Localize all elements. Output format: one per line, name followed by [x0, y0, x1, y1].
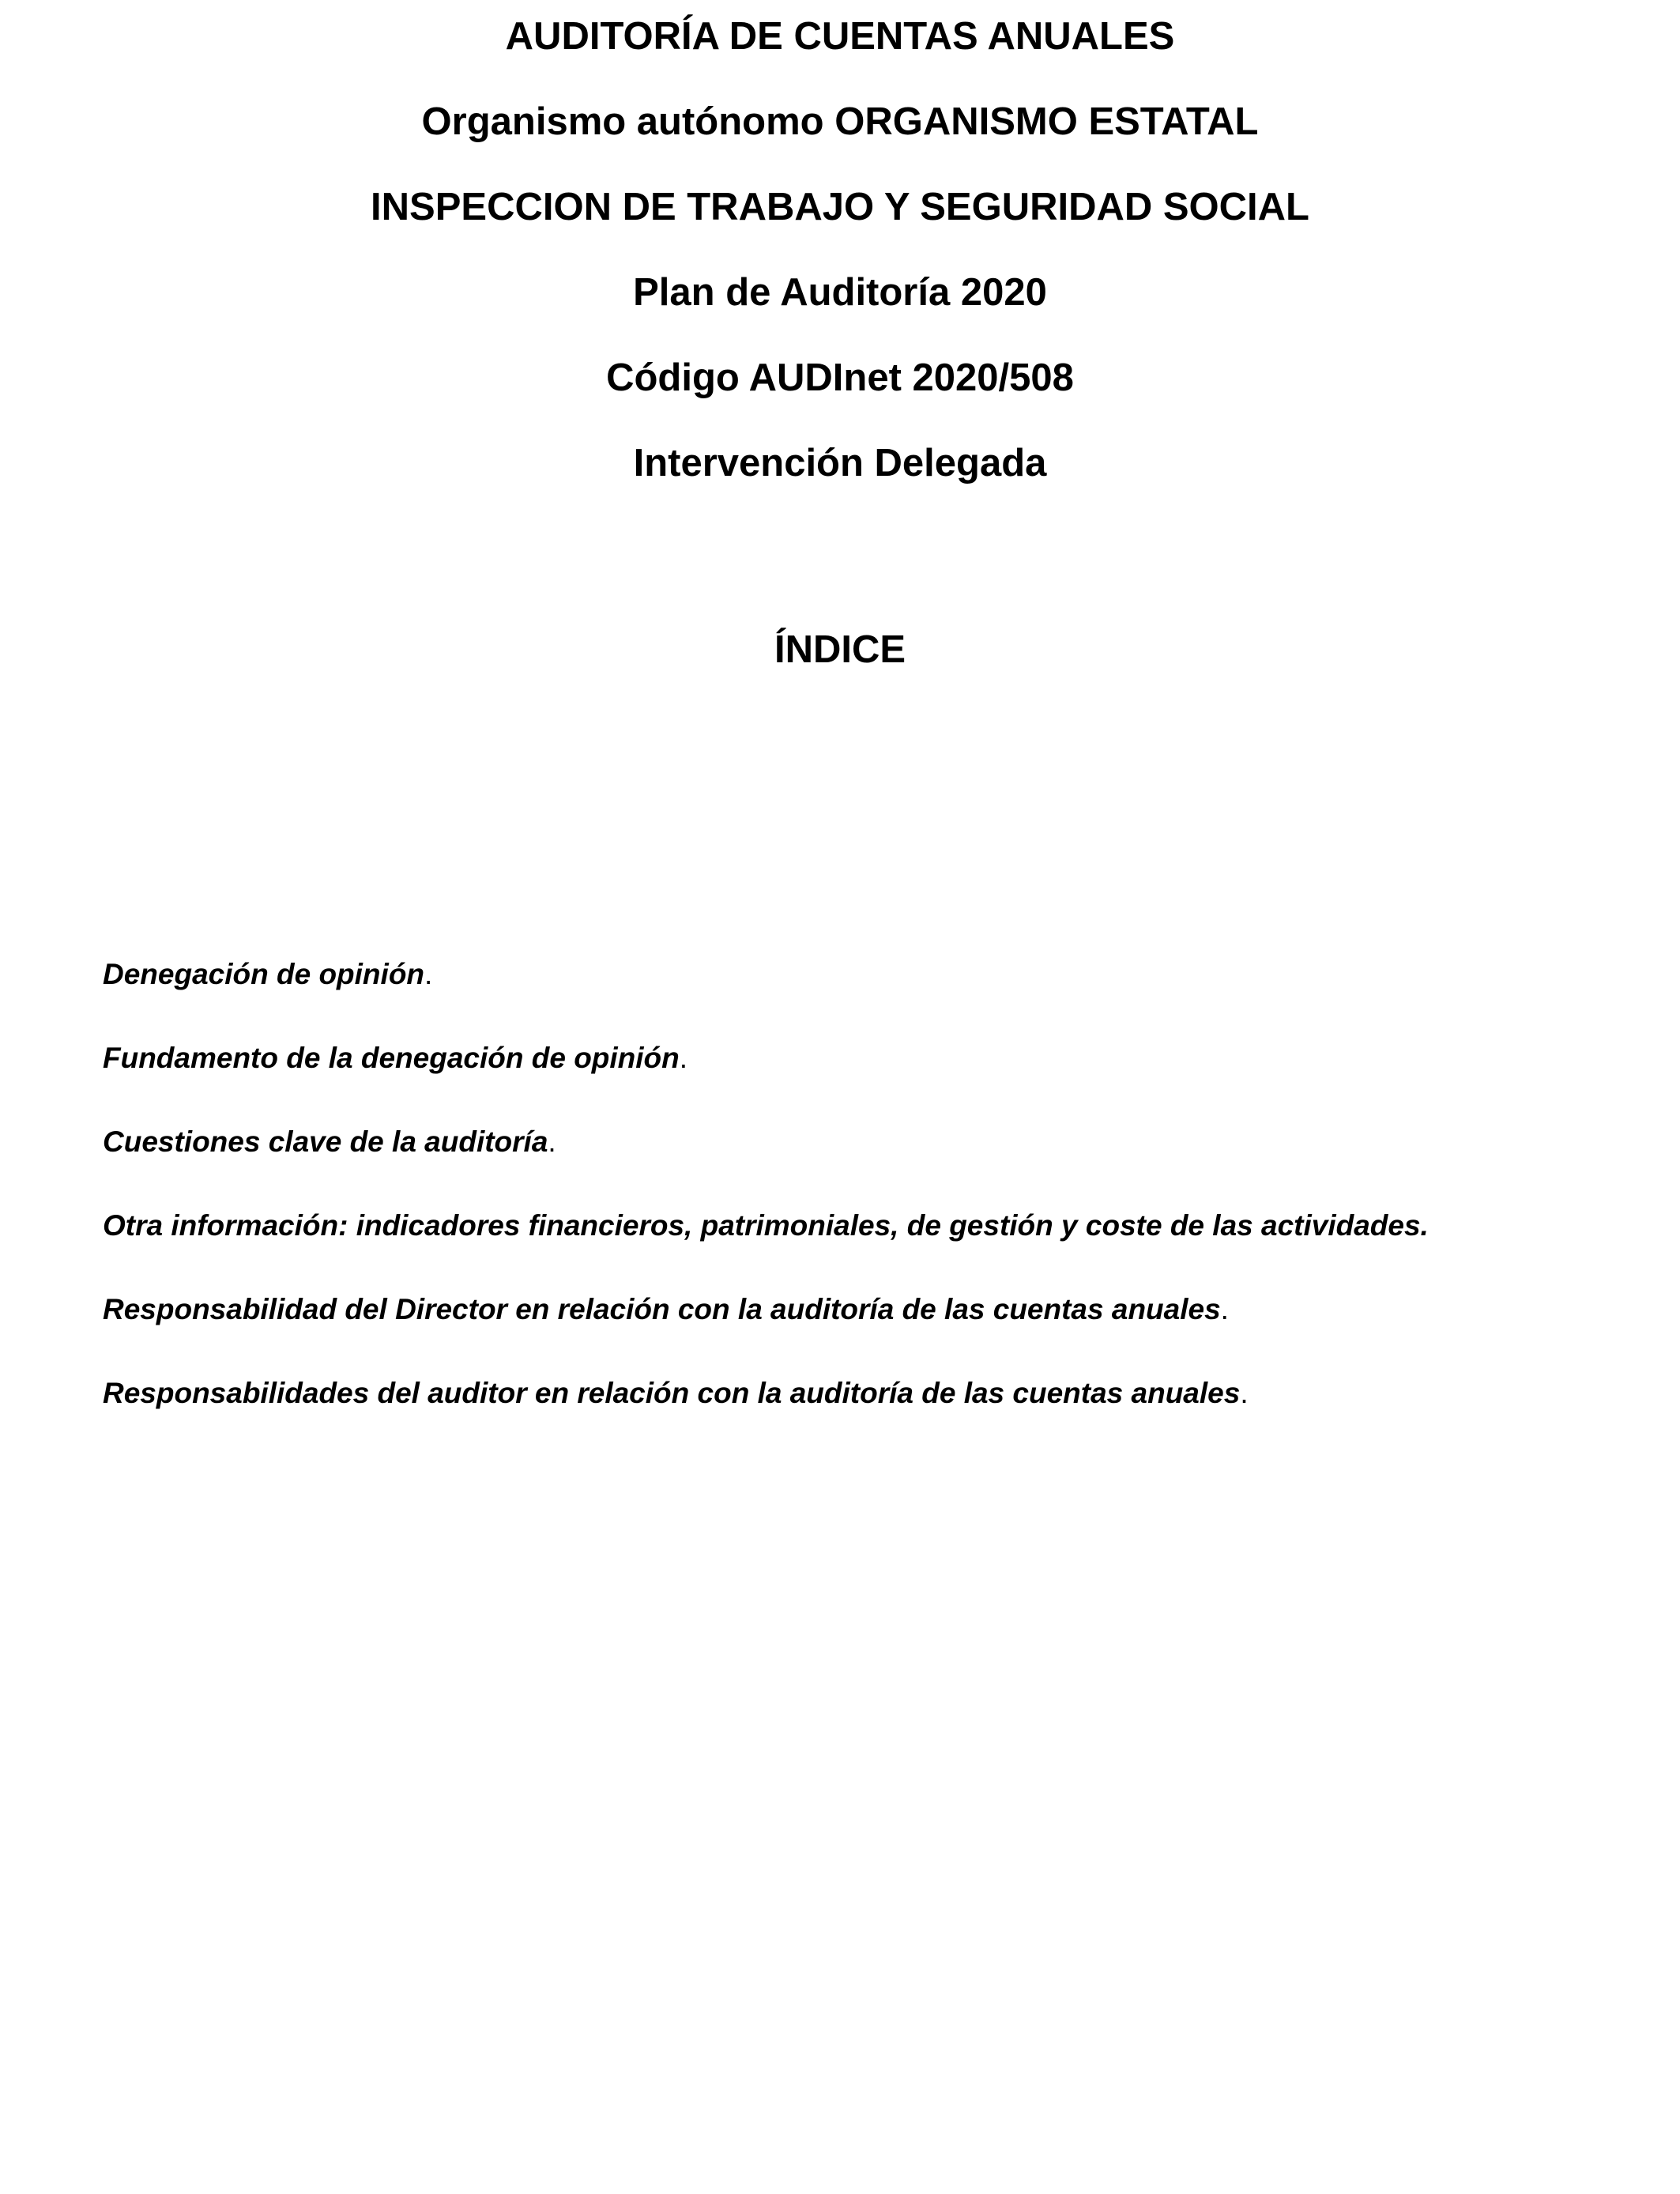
toc-item-text: Cuestiones clave de la auditoría	[103, 1125, 548, 1158]
audinet-code: Código AUDInet 2020/508	[606, 356, 1074, 399]
toc-item-text: Responsabilidades del auditor en relación con la auditoría de las cuentas anuales	[103, 1377, 1241, 1409]
intervention-office: Intervención Delegada	[633, 442, 1047, 484]
toc-item-suffix: .	[424, 958, 433, 990]
toc-item-text: Responsabilidad del Director en relación con la auditoría de las cuentas anuales	[103, 1293, 1221, 1325]
toc-item-suffix: .	[1220, 1293, 1229, 1325]
toc-item-suffix: .	[548, 1125, 556, 1158]
entity-name: INSPECCION DE TRABAJO Y SEGURIDAD SOCIAL	[371, 186, 1309, 228]
toc-item-responsabilidad-director[interactable]	[103, 1291, 1229, 1328]
toc-item-suffix: .	[679, 1042, 688, 1074]
toc-item-suffix: .	[1240, 1377, 1249, 1409]
index-title: ÍNDICE	[774, 628, 906, 671]
audit-plan: Plan de Auditoría 2020	[633, 271, 1047, 314]
organism-name: Organismo autónomo ORGANISMO ESTATAL	[421, 100, 1259, 143]
toc-item-denegacion[interactable]	[103, 956, 432, 993]
toc-item-cuestiones-clave[interactable]	[103, 1124, 556, 1160]
toc-item-text: Fundamento de la denegación de opinión	[103, 1042, 680, 1074]
toc-item-fundamento[interactable]	[103, 1040, 687, 1076]
toc-item-responsabilidades-auditor[interactable]	[103, 1375, 1249, 1412]
toc-item-otra-informacion[interactable]	[103, 1208, 1429, 1244]
toc-item-text: Otra información: indicadores financieros, patrimoniales, de gestión y coste de las actividades.	[103, 1209, 1429, 1242]
report-title: AUDITORÍA DE CUENTAS ANUALES	[505, 15, 1175, 58]
toc-item-text: Denegación de opinión	[103, 958, 425, 990]
